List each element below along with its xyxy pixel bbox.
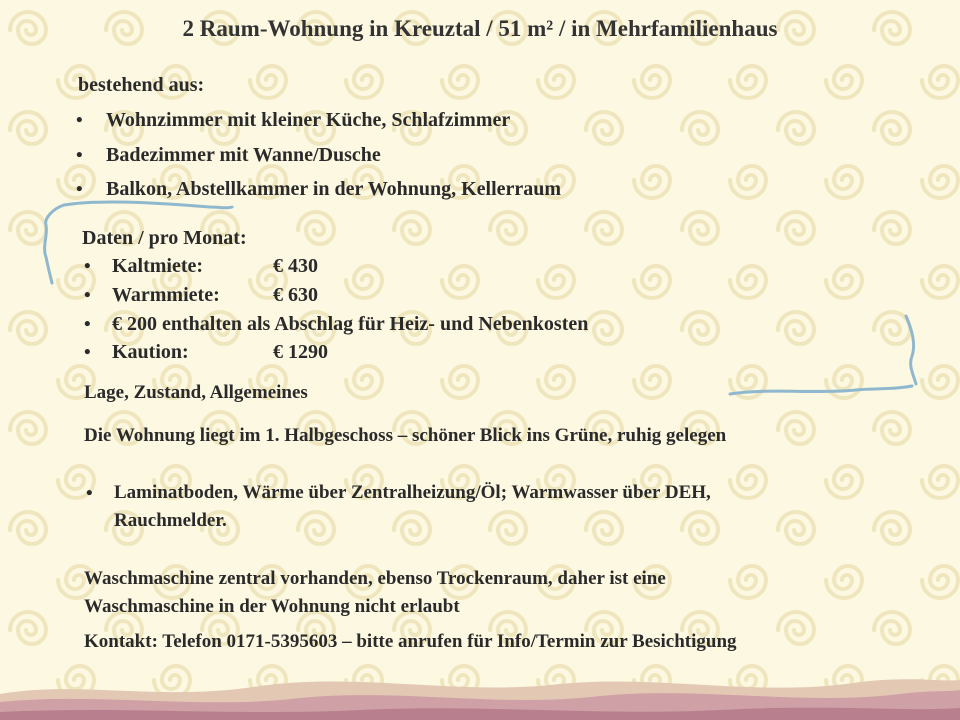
price-value-warmmiete: € 630 (273, 284, 318, 306)
bullet: • (76, 179, 83, 200)
section-heading-daten: Daten / pro Monat: (82, 227, 247, 249)
blue-bracket-mark (40, 195, 240, 290)
bullet: • (86, 483, 93, 504)
location-text: Die Wohnung liegt im 1. Halbgeschoss – schöner Blick ins Grüne, ruhig gelegen (84, 425, 727, 446)
section-heading-bestehend: bestehend aus: (78, 74, 205, 96)
bullet: • (84, 285, 91, 306)
list-item: Balkon, Abstellkammer in der Wohnung, Kellerraum (106, 178, 562, 200)
features-text-line1: Laminatboden, Wärme über Zentralheizung/Öl; Warmwasser über DEH, (114, 482, 711, 503)
price-label-warmmiete: Warmmiete: (112, 284, 220, 306)
price-label-kaution: Kaution: (112, 341, 189, 363)
price-value-kaltmiete: € 430 (273, 255, 318, 277)
list-item: Wohnzimmer mit kleiner Küche, Schlafzimmer (106, 109, 511, 131)
contact-text: Kontakt: Telefon 0171-5395603 – bitte anrufen für Info/Termin zur Besichtigung (84, 631, 737, 652)
laundry-text-line1: Waschmaschine zentral vorhanden, ebenso Trockenraum, daher ist eine (84, 568, 666, 589)
section-heading-lage: Lage, Zustand, Allgemeines (84, 382, 308, 403)
bullet: • (84, 342, 91, 363)
features-text-line2: Rauchmelder. (114, 510, 227, 531)
bullet: • (76, 145, 83, 166)
bottom-decorative-band (0, 672, 960, 720)
laundry-text-line2: Waschmaschine in der Wohnung nicht erlaubt (84, 596, 460, 617)
bullet: • (76, 110, 83, 131)
bullet: • (84, 256, 91, 277)
list-item: Badezimmer mit Wanne/Dusche (106, 144, 381, 166)
price-label-kaltmiete: Kaltmiete: (112, 255, 204, 277)
page-title: 2 Raum-Wohnung in Kreuztal / 51 m² / in Mehrfamilienhaus (182, 16, 778, 41)
note-nebenkosten: € 200 enthalten als Abschlag für Heiz- und Nebenkosten (112, 313, 589, 335)
price-value-kaution: € 1290 (273, 341, 328, 363)
bullet: • (84, 314, 91, 335)
blue-bracket-mark (726, 310, 926, 400)
